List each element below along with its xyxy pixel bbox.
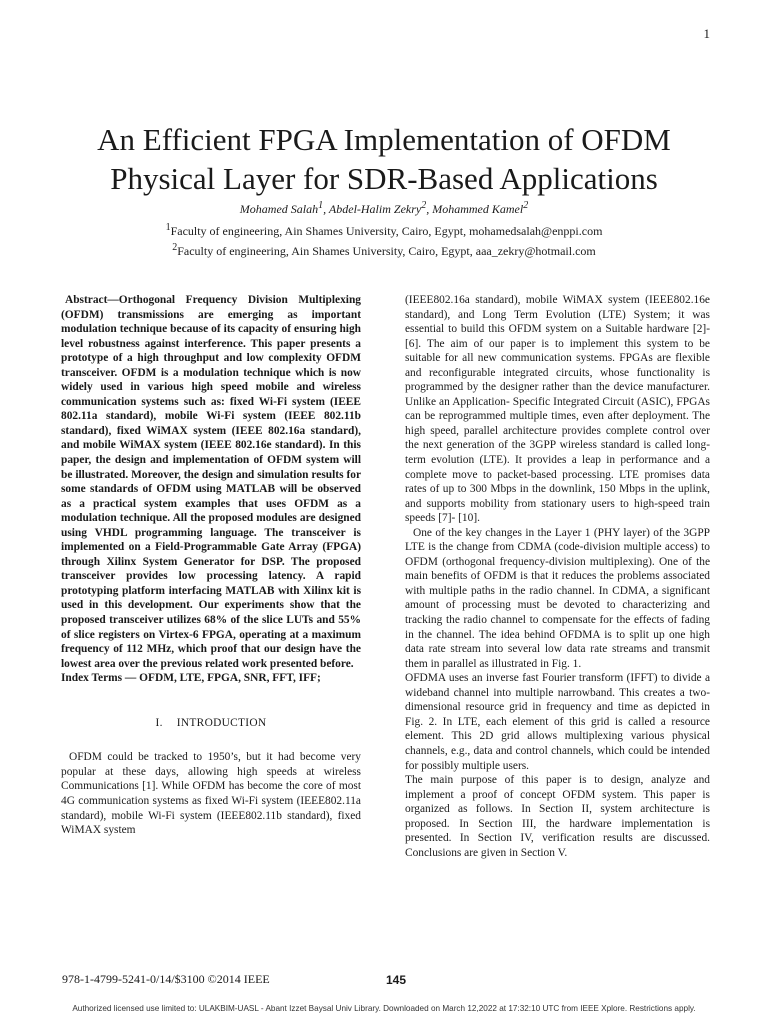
affiliation-2	[60, 242, 708, 259]
copyright-footer: 978-1-4799-5241-0/14/$3100 ©2014 IEEE	[62, 972, 270, 986]
index-terms: Index Terms — OFDM, LTE, FPGA, SNR, FFT, IFF;	[61, 672, 321, 685]
affiliation-mark: 2	[172, 242, 178, 253]
intro-paragraph: OFDM could be tracked to 1950’s, but it had become very popular at these days, allowing high speeds at wireless Communications [1]. While OFDM has become the core of most 4G communication systems as fixed Wi-Fi system (IEEE802.11a standard), mobile Wi-Fi system (IEEE802.11b standard), fixed WiMAX system	[61, 751, 361, 837]
section-heading-introduction	[61, 716, 361, 731]
title-line-1: An Efficient FPGA Implementation of OFDM	[97, 122, 671, 157]
body-paragraph: One of the key changes in the Layer 1 (PHY layer) of the 3GPP LTE is the change from CDMA (code-division multiple access) to OFDM (orthogonal frequency-division multiplexing). One of the main benefits of OFDM is that it reduces the problems associated with multiple paths in the radio channel. In CDMA, a significant amount of processing must be devoted to characterizing and tracking the radio channel to compensate for the effects of fading in the channel. The idea behind OFDMA is to split up one high data rate stream into several low data rate streams and transmit them in parallel as illustrated in Fig. 1.	[405, 526, 710, 670]
author-name: Abdel-Halim Zekry	[328, 202, 422, 216]
license-notice: Authorized licensed use limited to: ULAKBIM-UASL - Abant Izzet Baysal Univ Library. Downloaded on March 12,2022 at 17:32:10 UTC from IEEE Xplore. Restrictions apply.	[72, 1004, 696, 1013]
author-affiliation-mark: 2	[421, 200, 427, 211]
right-column	[405, 293, 710, 860]
section-title: INTRODUCTION	[176, 716, 267, 729]
author-name: Mohammed Kamel	[432, 202, 524, 216]
section-number: I.	[155, 716, 163, 729]
affiliation-mark: 1	[165, 222, 171, 233]
affiliation-1	[60, 222, 708, 239]
paper-title	[60, 120, 708, 198]
author-affiliation-mark: 2	[523, 200, 529, 211]
title-line-2: Physical Layer for SDR-Based Applications	[110, 161, 658, 196]
page-number: 1	[703, 26, 710, 41]
author-affiliation-mark: 1	[318, 200, 324, 211]
author-list: Mohamed Salah$^1$, Abdel-Halim Zekry$^2$, Mohammed Kamel$^2$	[239, 200, 529, 216]
footer-page-number: 145	[386, 973, 407, 987]
affiliation-text: Faculty of engineering, Ain Shames University, Cairo, Egypt, aaa_zekry@hotmail.com	[177, 244, 596, 258]
affiliation-text: Faculty of engineering, Ain Shames University, Cairo, Egypt, mohamedsalah@enppi.com	[170, 224, 603, 238]
body-paragraph: The main purpose of this paper is to design, analyze and implement a proof of concept OFDM system. This paper is organized as follows. In Section II, system architecture is proposed. In Section III, the hardware implementation is presented. In Section IV, verification results are discussed. Conclusions are given in Section V.	[405, 774, 710, 859]
author-name: Mohamed Salah	[239, 202, 319, 216]
body-paragraph: (IEEE802.16a standard), mobile WiMAX system (IEEE802.16e standard), and Long Term Evolution (LTE) System; it was essential to build this OFDM system on a Suitable hardware [2]- [6]. The aim of our paper is to implement this system to be suitable for all new communication systems. FPGAs are flexible and reconfigurable integrated circuits, whose functionality is programmed by the designer rather than the device manufacturer. Unlike an Application- Specific Integrated Circuit (ASIC), FPGAs can be reprogrammed multiple times, even after deployment. The high speed, parallel architecture provides complete control over the next generation of the 3GPP wireless standard is called long-term evolution (LTE). It provides a leap in performance and a complete move to packet-based processing. LTE promises data rates of up to 300 Mbps in the downlink, 150 Mbps in the uplink, and supports mobility from stationary users to high-speed train speeds [7]- [10].	[405, 294, 710, 525]
left-column	[61, 293, 361, 838]
body-paragraph: OFDMA uses an inverse fast Fourier transform (IFFT) to divide a wideband channel into multiple narrowband. This creates a two-dimensional resource grid in frequency and time as depicted in Fig. 2. In LTE, each element of this grid is called a resource element. This 2D grid allows multiplexing various physical channels, e.g., data and control channels, which could be intended for possibly multiple users.	[405, 672, 710, 772]
abstract: Abstract—Orthogonal Frequency Division Multiplexing (OFDM) transmissions are emerging as important modulation technique because of its capacity of ensuring high level robustness against interference. This paper presents a prototype of a high throughput and low complexity OFDM transceiver. OFDM is a modulation technique which is now widely used in various high speed mobile and wireless communication systems such as: fixed Wi-Fi system (IEEE 802.11a standard), mobile Wi-Fi system (IEEE 802.11b standard), fixed WiMAX system (IEEE 802.16a standard), and mobile WiMAX system (IEEE 802.16e standard). In this paper, the design and implementation of OFDM system will be illustrated. Moreover, the design and simulation results for some standards of OFDM using MATLAB will be observed as a practical system examples that uses OFDM as a modulation technique. All the proposed modules are designed using VHDL programming language. The transceiver is implemented on a Field-Programmable Gate Array (FPGA) through Xilinx System Generator for DSP. The proposed transceiver provides low processing latency. A rapid prototyping platform interfacing MATLAB with Xilinx kit is used in this development. Our experiments show that the proposed transceiver utilizes 68% of the slice LUTs and 55% of slice registers on Virtex-6 FPGA, operating at a maximum frequency of 112 MHz, which proof that our design have the lowest area over the previous related work presented before.	[61, 294, 361, 670]
